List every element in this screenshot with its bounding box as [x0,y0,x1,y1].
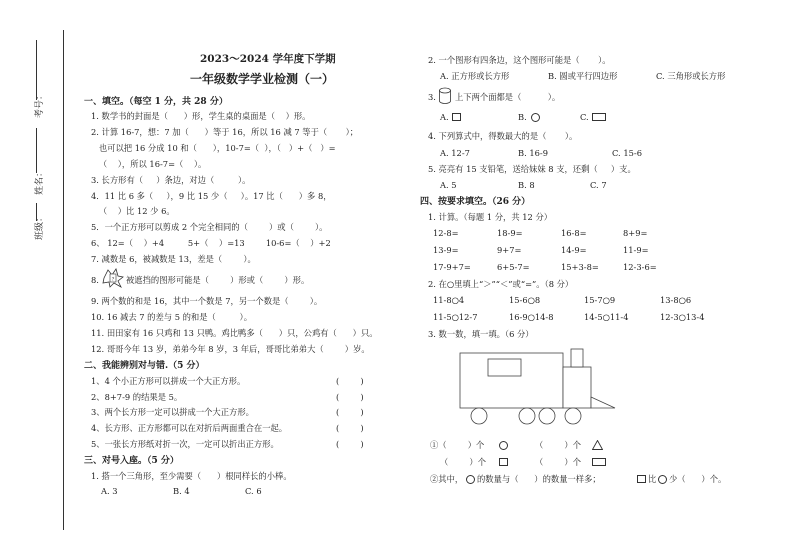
compare-item: 15-7○9 [584,295,616,305]
q1-4-cont: （ ）比 12 少 6。 [91,206,175,216]
calc-heading: 1. 计算。（每题 1 分，共 12 分） [428,212,553,222]
count-row2-a: （ ）个 [440,457,486,467]
compare-item: 15-6○8 [509,295,541,305]
q1-1: 1. 数学书的封面是（ ）形，学生桌的桌面是（ ）形。 [91,111,311,121]
count-q2-than: 比 [648,474,657,484]
q1-10: 10. 16 减去 7 的差与 5 的和是（ ）。 [91,312,252,322]
calc-item: 18-9= [497,228,523,238]
section-3-heading: 三、对号入座。（5 分） [84,456,179,466]
choice-3-a-label: A. [440,112,449,122]
choice-5-c: C. 7 [590,180,607,190]
circle-icon [531,113,540,122]
choice-3-number: 3. [428,92,436,102]
calc-item: 8+9= [623,228,648,238]
exam-year-title: 2023～2024 学年度下学期 [200,53,336,65]
calc-item: 14-9= [561,245,587,255]
count-row2-b: （ ）个 [535,457,581,467]
compare-item: 13-8○6 [660,295,692,305]
name-label: 姓名： [35,167,45,195]
q1-3: 3. 长方形有（ ）条边，对边（ ）。 [91,175,251,185]
rectangle-icon [592,113,606,121]
judge-5: 5、一张长方形纸对折一次，一定可以折出正方形。 [91,439,279,449]
train-chimney-rectangle [571,349,583,367]
exam-number-line [36,40,37,100]
q1-8-number: 8. [91,275,99,285]
judge-3: 3、两个长方形一定可以拼成一个大正方形。 [91,407,254,417]
choice-4-a: A. 12-7 [440,148,470,158]
q1-12: 12. 哥哥今年 13 岁，弟弟今年 8 岁，3 年后，哥哥比弟弟大（ ）岁。 [91,344,370,354]
compare-item: 12-3○13-4 [660,312,705,322]
choice-5-b: B. 8 [518,180,535,190]
choice-1-c: C. 6 [245,486,262,496]
square-icon [452,113,461,121]
choice-5: 5. 亮亮有 15 支铅笔，送给妹妹 8 支，还剩（ ）支。 [428,164,636,174]
section-2-heading: 二、我能辨别对与错.（5 分） [84,361,205,371]
svg-text:?: ? [111,276,115,283]
q1-2-cont1: 也可以把 16 分成 10 和（ ），10-7=（ ），（ ）+（ ）= [91,143,336,153]
judge-4-blank[interactable]: ( ) [336,423,364,433]
judge-2: 2、8+7-9 的结果是 5。 [91,392,183,402]
binding-line [63,30,64,530]
calc-item: 12-8= [433,228,459,238]
q1-5: 5．一个正方形可以剪成 2 个完全相同的（ ）或（ ）。 [91,222,328,232]
choice-1-a: A. 3 [101,486,118,496]
choice-4-b: B. 16-9 [518,148,549,158]
q1-8: 被遮挡的图形可能是（ ）形或（ ）形。 [126,275,310,285]
compare-item: 11-8○4 [433,295,465,305]
train-wheel-circle [565,408,581,424]
choice-4: 4. 下列算式中，得数最大的是（ ）。 [428,131,578,141]
class-line [36,203,37,221]
count-q2-prefix: ②其中， [430,474,464,484]
calc-item: 13-9= [433,245,459,255]
calc-item: 12-3-6= [623,262,657,272]
q1-4: 4．11 比 6 多（ ），9 比 15 少（ ）。17 比（ ）多 8， [91,191,332,201]
choice-3-b-label: B. [518,112,527,122]
exam-number-label: 考号： [35,90,45,118]
circle-icon [658,475,667,484]
judge-4: 4、长方形、正方形都可以在对折后两面重合在一起。 [91,423,288,433]
q1-9: 9. 两个数的和是 16，其中一个数是 7，另一个数是（ ）。 [91,296,323,306]
calc-item: 9+7= [497,245,522,255]
q1-6: 6、 12=（ ）+4 5+（ ）=13 10-6=（ ）+2 [91,238,331,248]
choice-3-c-label: C. [580,112,589,122]
judge-3-blank[interactable]: ( ) [336,407,364,417]
train-triangle [591,397,615,408]
name-line [36,128,37,173]
calc-item: 17-9+7= [433,262,471,272]
calc-item: 16-8= [561,228,587,238]
train-wheel-circle [471,408,487,424]
compare-item: 11-5○12-7 [433,312,478,322]
judge-1-blank[interactable]: ( ) [336,376,364,386]
triangle-icon [592,440,603,450]
choice-3: 上下两个面都是（ ）。 [455,92,561,102]
q1-11: 11. 田田家有 16 只鸡和 13 只鸭。鸡比鸭多（ ）只，公鸡有（ ）只。 [91,328,378,338]
calc-item: 6+5-7= [497,262,530,272]
train-cab-rectangle [563,367,591,408]
count-q2-suffix: 少（ ）个。 [669,474,727,484]
count-row1-b: （ ）个 [535,440,581,450]
choice-2: 2. 一个图形有四条边，这个图形可能是（ ）。 [428,55,611,65]
section-4-heading: 四、按要求填空。（26 分） [420,197,531,207]
judge-5-blank[interactable]: ( ) [336,439,364,449]
choice-2-a: A. 正方形或长方形 [440,71,510,81]
cylinder-icon [438,87,452,105]
calc-item: 11-9= [623,245,649,255]
rectangle-icon [592,458,606,466]
choice-2-b: B. 圆或平行四边形 [548,71,618,81]
train-wheel-circle [539,408,555,424]
count-row1-a: ①（ ）个 [430,440,485,450]
compare-item: 16-9○14-8 [509,312,554,322]
judge-1: 1、4 个小正方形可以拼成一个大正方形。 [91,376,246,386]
choice-4-c: C. 15-6 [612,148,642,158]
q1-7: 7. 减数是 6，被减数是 13，差是（ ）。 [91,254,256,264]
q1-2-cont2: （ ），所以 16-7=（ ）。 [91,159,207,169]
exam-title: 一年级数学学业检测（一） [190,72,335,86]
circle-icon [499,441,508,450]
compare-heading: 2. 在○里填上“＞”“＜”或“=”。（8 分） [428,279,574,289]
calc-item: 15+3-8= [561,262,599,272]
class-label: 班级： [35,212,45,240]
train-wheel-circle [519,408,535,424]
circle-icon [466,475,475,484]
choice-1: 1. 搭一个三角形，至少需要（ ）根同样长的小棒。 [91,471,292,481]
train-window-rectangle [488,359,521,376]
q1-2: 2. 计算 16-7，想：7 加（ ）等于 16，所以 16 减 7 等于（ ）； [91,127,359,137]
square-icon [637,475,646,483]
compare-item: 14-5○11-4 [584,312,629,322]
choice-2-c: C. 三角形或长方形 [656,71,726,81]
occluded-shape-icon [102,268,124,288]
choice-5-a: A. 5 [440,180,457,190]
count-q2-mid: 的数量与（ ）的数量一样多； [477,474,601,484]
section-1-heading: 一、填空。（每空 1 分，共 28 分） [84,97,228,107]
count-heading: 3. 数一数，填一填。（6 分） [428,329,534,339]
judge-2-blank[interactable]: ( ) [336,392,364,402]
square-icon [499,458,508,466]
choice-1-b: B. 4 [173,486,190,496]
train-figure [455,345,625,428]
